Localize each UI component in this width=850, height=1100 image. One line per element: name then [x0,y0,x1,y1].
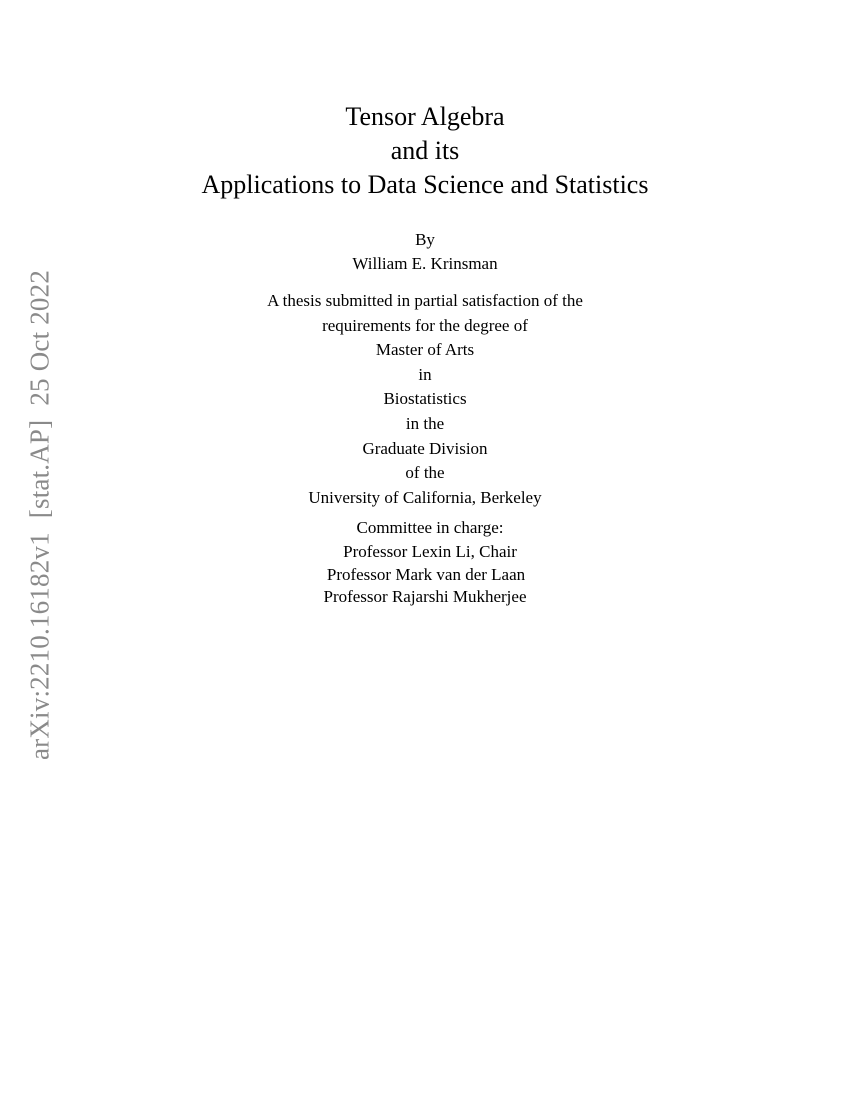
field-name: Biostatistics [383,389,467,409]
thesis-line-in-the: in the [405,413,445,433]
arxiv-category: [stat.AP] [24,419,55,519]
thesis-line-2: requirements for the degree of [322,315,528,335]
degree-name: Master of Arts [375,340,475,360]
title-line-2: and its [390,136,460,165]
committee-block [0,516,850,608]
committee-member-chair: Professor Lexin Li, Chair [343,542,517,561]
arxiv-id: arXiv:2210.16182v1 [24,532,55,761]
thesis-title [0,100,850,202]
thesis-line-of-the: of the [405,463,445,483]
title-line-3: Applications to Data Science and Statistics [201,170,649,199]
arxiv-date: 25 Oct 2022 [24,269,55,406]
committee-member: Professor Mark van der Laan [326,565,526,584]
committee-member: Professor Rajarshi Mukherjee [323,587,527,606]
thesis-line-in: in [418,364,432,384]
committee-label: Committee in charge: [356,518,504,537]
university-name: University of California, Berkeley [308,487,542,507]
thesis-statement [0,289,850,510]
thesis-line-1: A thesis submitted in partial satisfaction of the [267,291,583,310]
division-name: Graduate Division [362,438,488,458]
title-line-1: Tensor Algebra [345,102,505,131]
author-block [0,228,850,276]
author-name: William E. Krinsman [352,254,498,273]
by-label: By [415,230,435,249]
